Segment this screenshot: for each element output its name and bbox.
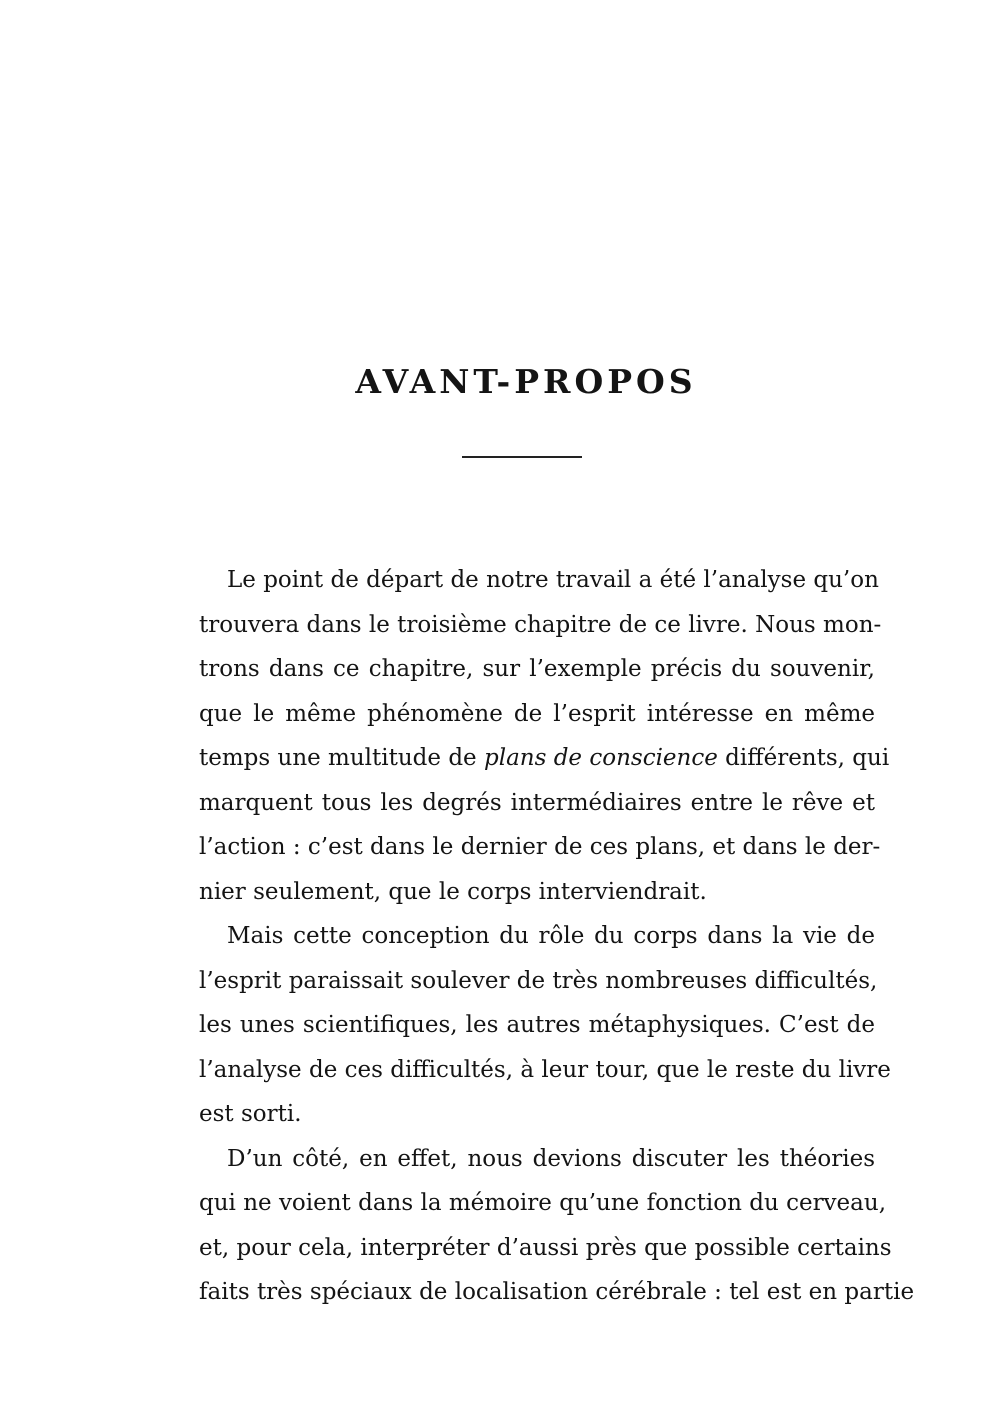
text-line: D’un côté, en effet, nous devions discuter les théories	[227, 1145, 875, 1172]
text-line: l’action : c’est dans le dernier de ces plans, et dans le der-	[199, 834, 881, 860]
text-line-with-italic	[171, 736, 890, 781]
italic-phrase: plans de conscience	[483, 745, 718, 771]
text-line: Mais cette conception du rôle du corps dans la vie de	[227, 923, 875, 949]
text-line: les unes scientifiques, les autres métaphysiques. C’est de	[199, 1012, 875, 1038]
text-line: Le point de départ de notre travail a été l’analyse qu’on	[227, 567, 879, 593]
paragraph-3	[171, 1137, 915, 1315]
text-line: est sorti.	[199, 1101, 302, 1127]
paragraph-1	[171, 558, 890, 914]
text-line: l’esprit paraissait soulever de très nombreuses difficultés,	[199, 967, 878, 994]
page-title: AVANT-PROPOS	[355, 362, 697, 401]
text-line: marquent tous les degrés intermédiaires entre le rêve et	[199, 789, 875, 816]
text-fragment: différents, qui	[717, 745, 890, 771]
text-line: et, pour cela, interpréter d’aussi près que possible certains	[199, 1234, 892, 1261]
text-line: que le même phénomène de l’esprit intéresse en même	[199, 700, 875, 727]
text-line: qui ne voient dans la mémoire qu’une fonction du cerveau,	[199, 1190, 887, 1216]
text-line: l’analyse de ces difficultés, à leur tour, que le reste du livre	[199, 1056, 891, 1083]
text-line: nier seulement, que le corps interviendrait.	[199, 878, 707, 905]
body-text	[171, 558, 915, 1315]
text-line: trouvera dans le troisième chapitre de ce livre. Nous mon-	[199, 611, 882, 638]
paragraph-2	[171, 914, 891, 1137]
text-fragment: temps une multitude de	[199, 745, 484, 771]
title-rule	[462, 456, 582, 458]
text-line: faits très spéciaux de localisation cérébrale : tel est en partie	[199, 1279, 915, 1305]
text-line: trons dans ce chapitre, sur l’exemple précis du souvenir,	[199, 656, 875, 682]
